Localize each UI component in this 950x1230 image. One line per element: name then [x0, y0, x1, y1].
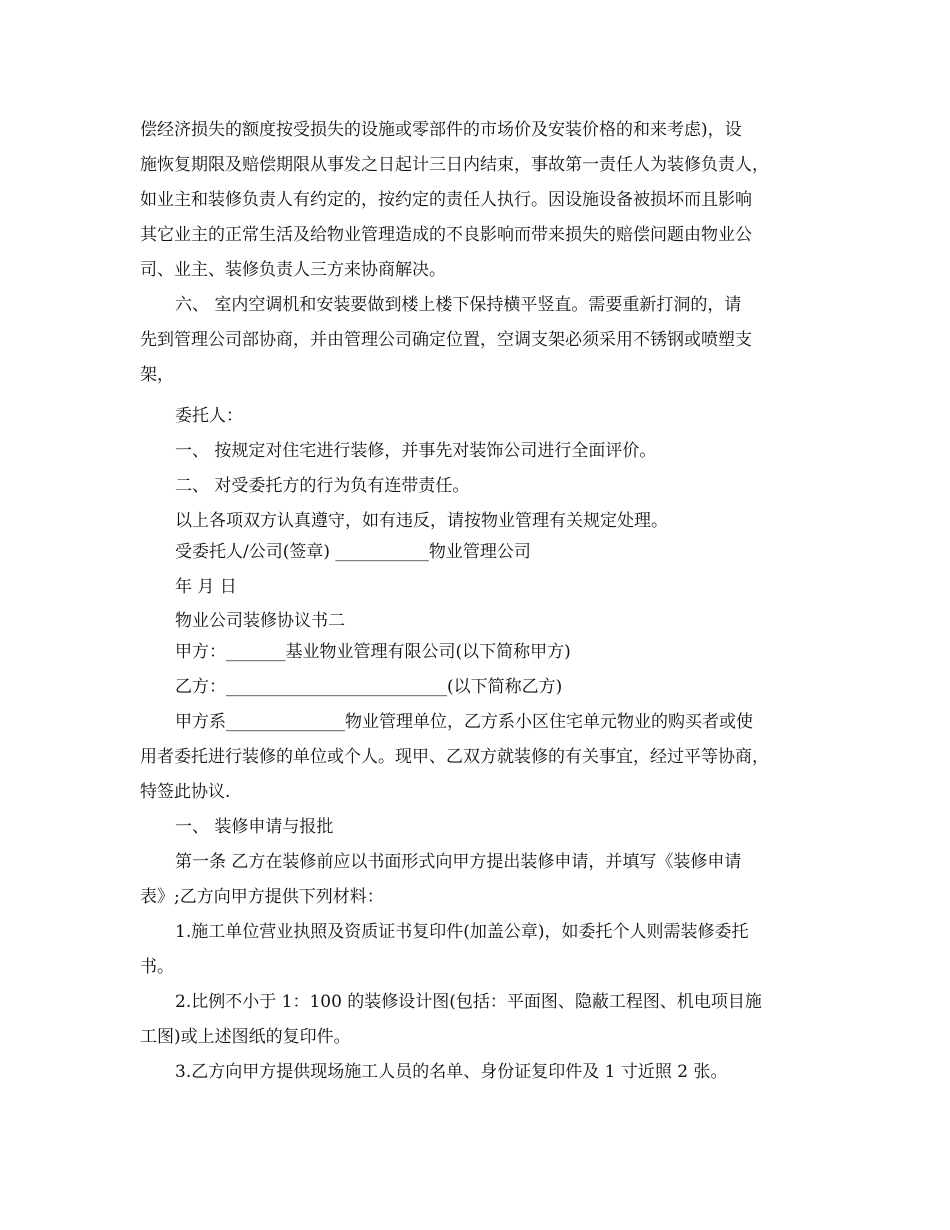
text-line: 表》;乙方向甲方提供下列材料： [140, 887, 384, 907]
text-line: 1.施工单位营业执照及资质证书复印件(加盖公章)，如委托个人则需装修委托 [175, 922, 749, 942]
text-line: 以上各项双方认真遵守，如有违反，请按物业管理有关规定处理。 [175, 511, 668, 531]
text-line: 3.乙方向甲方提供现场施工人员的名单、身份证复印件及 1 寸近照 2 张。 [175, 1062, 728, 1082]
text-line: 先到管理公司部协商，并由管理公司确定位置，空调支架必须采用不锈钢或喷塑支 [140, 330, 752, 350]
text-line: 用者委托进行装修的单位或个人。现甲、乙双方就装修的有关事宜，经过平等协商， [140, 747, 769, 767]
text-line: 施恢复期限及赔偿期限从事发之日起计三日内结束，事故第一责任人为装修负责人， [140, 155, 769, 175]
text-line: 受委托人/公司(签章) ___________物业管理公司 [175, 542, 531, 562]
text-line: 其它业主的正常生活及给物业管理造成的不良影响而带来损失的赔偿问题由物业公 [140, 225, 752, 245]
text-line: 六、 室内空调机和安装要做到楼上楼下保持横平竖直。需要重新打洞的，请 [175, 295, 742, 315]
text-line: 第一条 乙方在装修前应以书面形式向甲方提出装修申请，并填写《装修申请 [175, 852, 742, 872]
text-line: 架， [140, 365, 174, 385]
text-line: 一、 按规定对住宅进行装修，并事先对装饰公司进行全面评价。 [175, 441, 657, 461]
text-line: 工图)或上述图纸的复印件。 [140, 1027, 351, 1047]
text-line: 委托人： [175, 406, 243, 426]
text-line: 物业公司装修协议书二 [175, 611, 345, 631]
text-line: 一、 装修申请与报批 [175, 817, 334, 837]
text-line: 乙方：__________________________(以下简称乙方) [175, 677, 563, 697]
text-line: 甲方系______________物业管理单位，乙方系小区住宅单元物业的购买者或使 [175, 712, 753, 732]
text-line: 2.比例不小于 1：100 的装修设计图(包括：平面图、隐蔽工程图、机电项目施 [175, 992, 762, 1012]
text-line: 书。 [140, 957, 174, 977]
text-line: 如业主和装修负责人有约定的，按约定的责任人执行。因设施设备被损坏而且影响 [140, 190, 752, 210]
text-line: 司、业主、装修负责人三方来协商解决。 [140, 260, 446, 280]
text-line: 特签此协议. [140, 782, 231, 802]
text-line: 偿经济损失的额度按受损失的设施或零部件的市场价及安装价格的和来考虑)，设 [140, 120, 742, 140]
text-line: 甲方：_______基业物业管理有限公司(以下简称甲方) [175, 642, 571, 662]
text-line: 二、 对受委托方的行为负有连带责任。 [175, 476, 470, 496]
text-line: 年 月 日 [175, 577, 237, 597]
